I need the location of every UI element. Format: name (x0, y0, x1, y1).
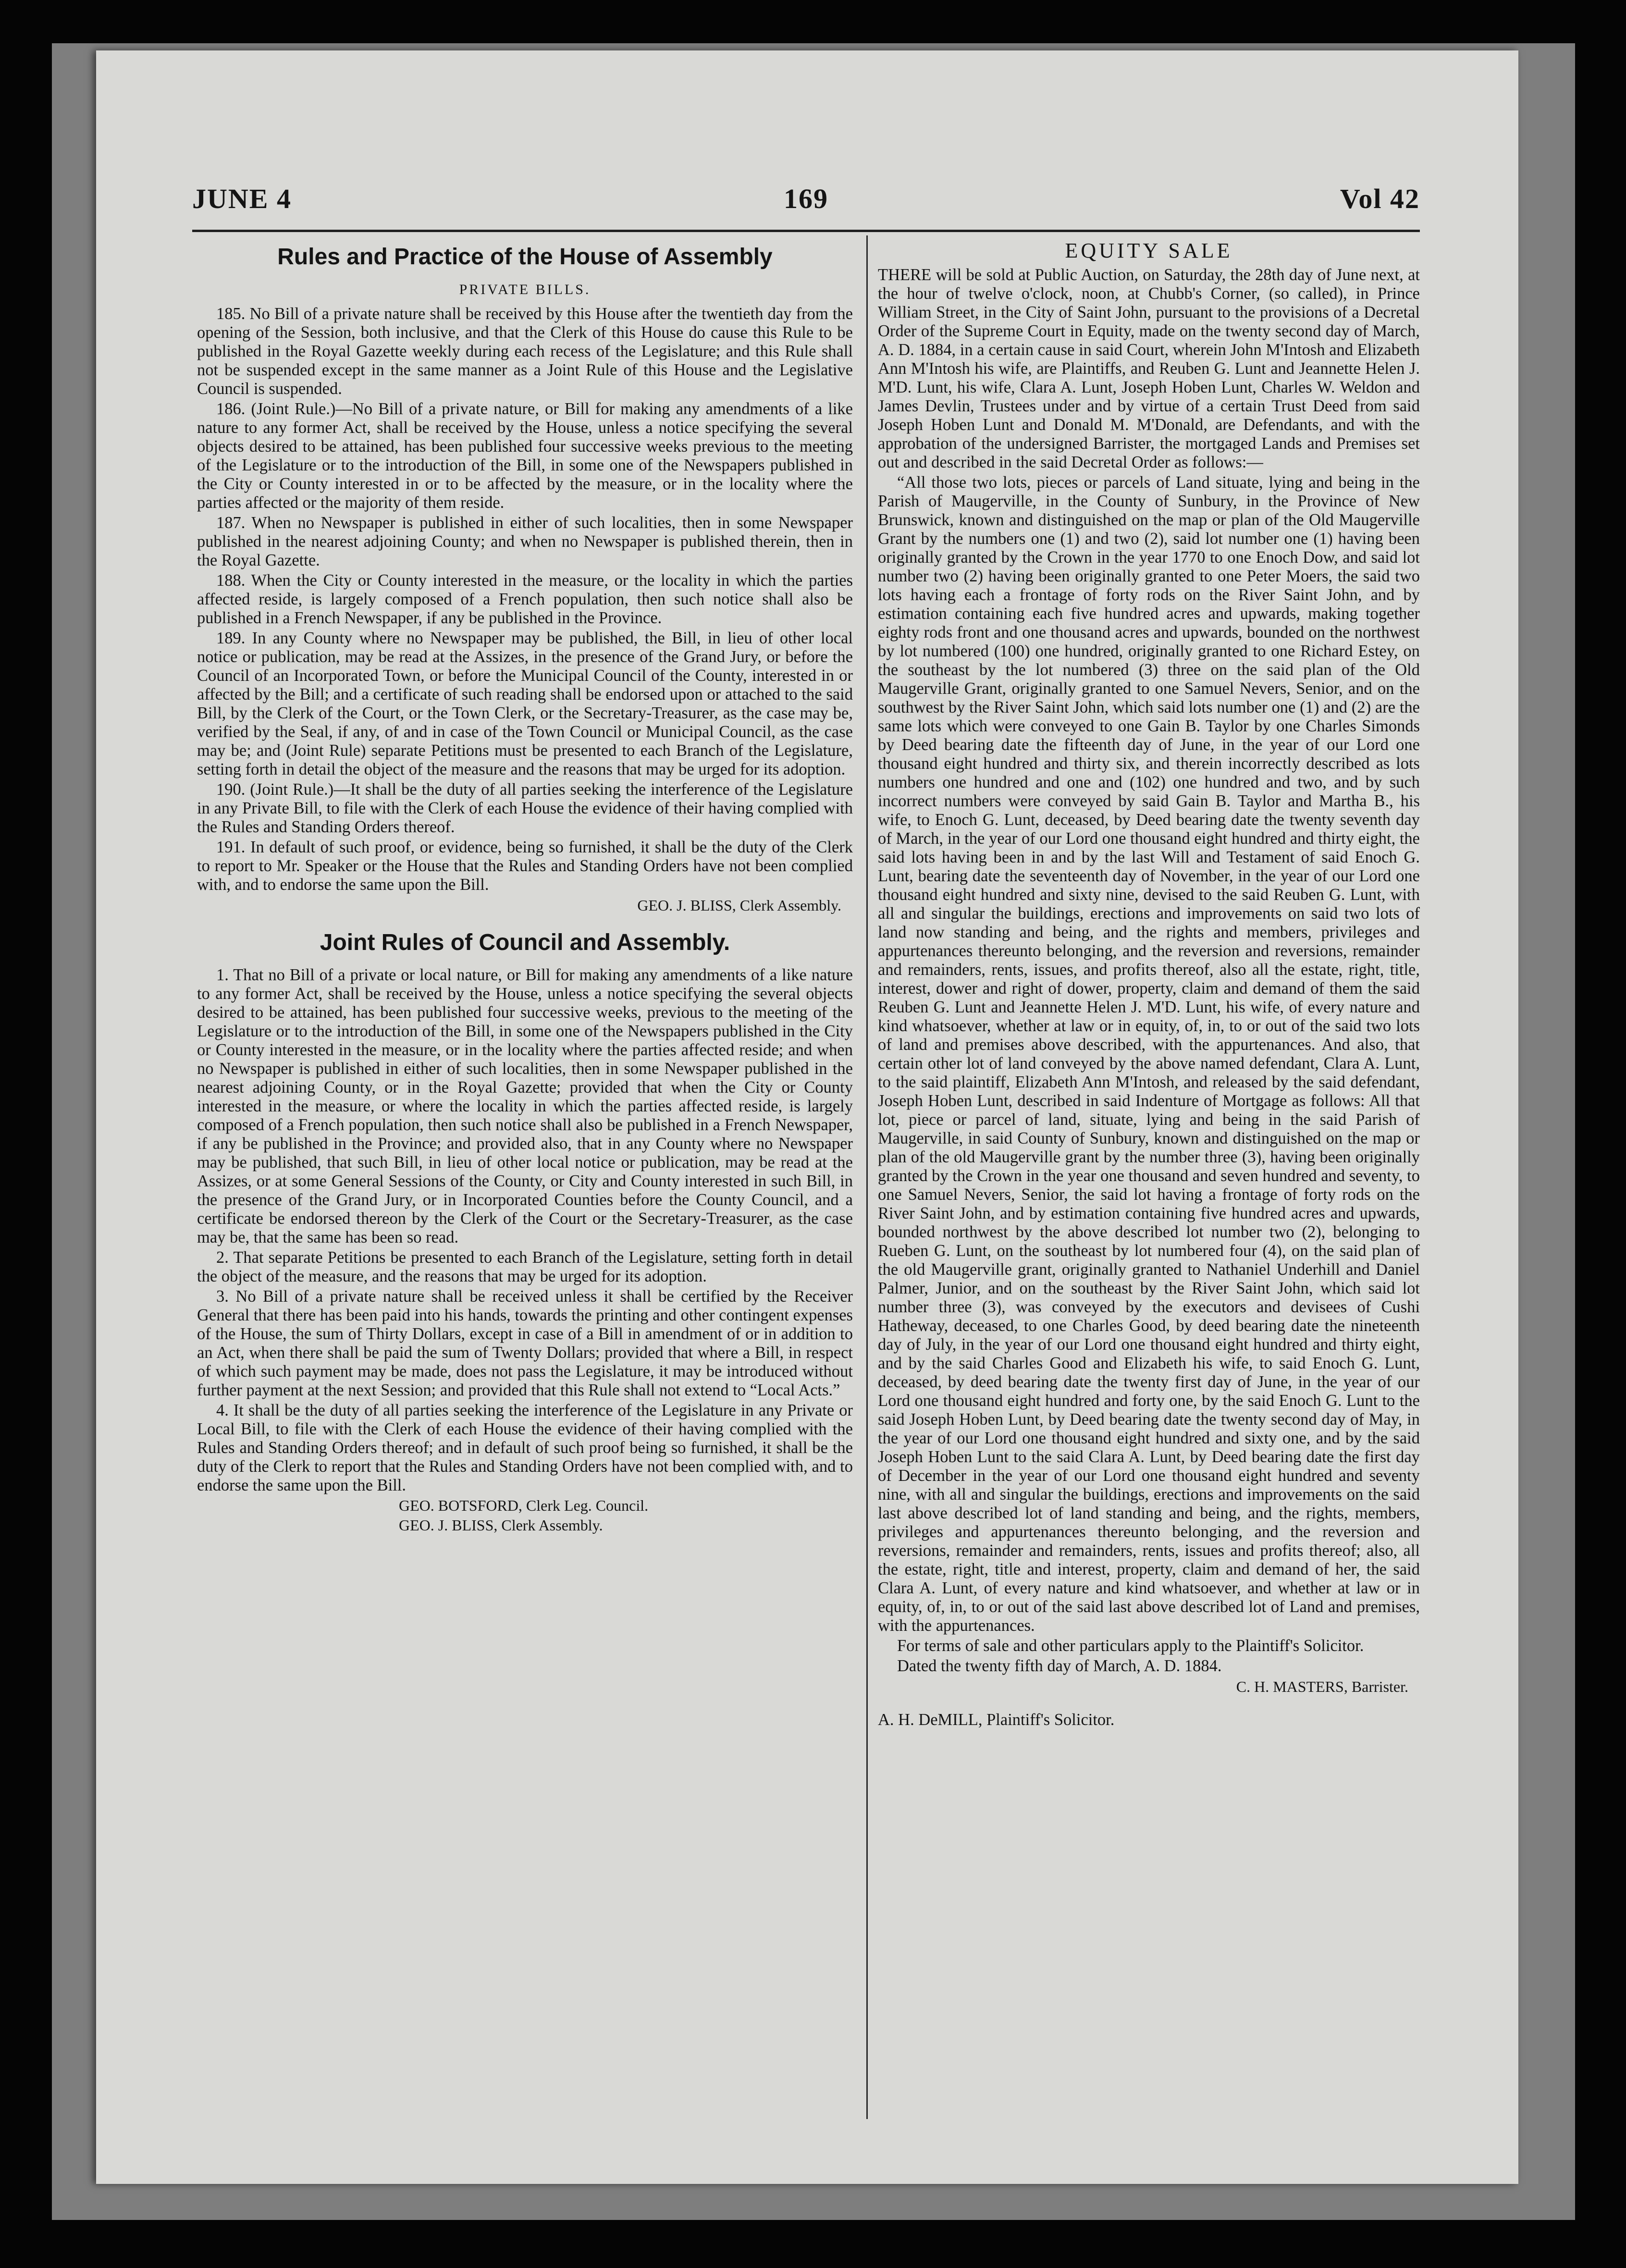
joint-rule-4: 4. It shall be the duty of all parties seeking the interference of the Legislature in any Private or Local Bill, to file with the Clerk of each House the evidence of their having complied with the Rules and Standing Orders thereof; and in default of such proof being so furnished, it shall be the duty of the Clerk to report that the Rules and Standing Orders have not been complied with, and to endorse the same upon the Bill. (197, 1401, 853, 1494)
rule-187: 187. When no Newspaper is published in either of such localities, then in some Newspaper published in the nearest adjoining County; and when no Newspaper is published therein, then in the Royal Gazette. (197, 514, 853, 569)
joint-rules-title: Joint Rules of Council and Assembly. (320, 930, 730, 955)
private-bills-heading: PRIVATE BILLS. (459, 282, 591, 297)
terms-paragraph: For terms of sale and other particulars apply to the Plaintiff's Solicitor. (897, 1637, 1364, 1655)
right-column (878, 238, 1420, 1730)
left-column (197, 238, 853, 1535)
rule-191: 191. In default of such proof, or evidence, being so furnished, it shall be the duty of the Clerk to report to Mr. Speaker or the House that the Rules and Standing Orders have not been complied with, and to endorse the same upon the Bill. (197, 838, 853, 894)
page-header (192, 183, 1420, 235)
rules-signature: GEO. J. BLISS, Clerk Assembly. (637, 897, 841, 914)
solicitor-signature: A. H. DeMILL, Plaintiff's Solicitor. (878, 1711, 1115, 1729)
rules-title: Rules and Practice of the House of Assembly (277, 244, 773, 270)
column-divider (866, 235, 868, 2119)
dated-line: Dated the twenty fifth day of March, A. D. 1884. (897, 1657, 1222, 1675)
assembly-clerk-signature: GEO. J. BLISS, Clerk Assembly. (399, 1516, 603, 1534)
rule-189: 189. In any County where no Newspaper may be published, the Bill, in lieu of other local notice or publication, may be read at the Assizes, in the presence of the Grand Jury, or before the Council of an Incorporated Town, or before the Municipal Council of the County, interested in or affected by the Bill; and a certificate of such reading shall be endorsed upon or attached to the said Bill, by the Clerk of the Court, or the Town Clerk, or the Secretary-Treasurer, as the case may be, verified by the Seal, if any, of and in case of the Town Council or Municipal Council, as the case may be; and (Joint Rule) separate Petitions must be presented to each Branch of the Legislature, setting forth in detail the object of the measure and the reasons that may be urged for its adoption. (197, 629, 853, 778)
volume-number: Vol 42 (1340, 183, 1420, 214)
joint-rule-3: 3. No Bill of a private nature shall be received unless it shall be certified by the Receiver General that there has been paid into his hands, towards the printing and other contingent expenses of the House, the sum of Thirty Dollars, except in case of a Bill in amendment of or in addition to an Act, when there shall be paid the sum of Twenty Dollars; provided that where a Bill, in respect of which such payment may be made, does not pass the Legislature, it may be introduced without further payment at the next Session; and provided that this Rule shall not extend to “Local Acts.” (197, 1287, 853, 1399)
joint-rule-2: 2. That separate Petitions be presented to each Branch of the Legislature, setting forth in detail the object of the measure, and the reasons that may be urged for its adoption. (197, 1248, 853, 1285)
joint-rule-1: 1. That no Bill of a private or local nature, or Bill for making any amendments of a like nature to any former Act, shall be received by the House, unless a notice specifying the several objects desired to be attained, has been published four successive weeks, previous to the meeting of the Legislature or to the introduction of the Bill, in some one of the Newspapers published in the City or County interested in the measure, or in the locality where the parties affected reside; and when no Newspaper is published in either of such localities, then in some Newspaper published in the nearest adjoining County, or in the Royal Gazette; provided that when the City or County interested in the measure, or where the locality in which the parties affected reside, is largely composed of a French population, then such notice shall also be published in a French Newspaper, if any be published in the Province; and provided also, that in any County where no Newspaper may be published, that such Bill, in lieu of other local notice or publication, may be read at the Assizes, or at some General Sessions of the County, or City and County interested in such Bill, in the presence of the Grand Jury, or in Incorporated Counties before the County Council, and a certificate be endorsed thereon by the Clerk of the Court or the Secretary-Treasurer, as the case may be, that the same has been so read. (197, 966, 853, 1246)
header-divider (192, 230, 1420, 232)
rule-185: 185. No Bill of a private nature shall be received by this House after the twentieth day from the opening of the Session, both inclusive, and that the Clerk of this House do cause this Rule to be published in the Royal Gazette weekly during each recess of the Legislature; and this Rule shall not be suspended except in the same manner as a Joint Rule of this House and the Legislative Council is suspended. (197, 305, 853, 398)
rule-188: 188. When the City or County interested in the measure, or the locality in which the parties affected reside, is largely composed of a French population, then such notice shall also be published in a French Newspaper, if any be published in the Province. (197, 571, 853, 627)
council-clerk-signature: GEO. BOTSFORD, Clerk Leg. Council. (399, 1497, 649, 1514)
page-number: 169 (784, 183, 828, 214)
property-description-paragraph: “All those two lots, pieces or parcels of Land situate, lying and being in the Parish of Maugerville, in the County of Sunbury, in the Province of New Brunswick, known and distinguished on the map or plan of the Old Maugerville Grant by the numbers one (1) and two (2), said lot number one (1) having been originally granted by the Crown in the year 1770 to one Enoch Dow, and said lot number two (2) having been originally granted to one Peter Moers, the said two lots having each a frontage of forty rods on the River Saint John, and by estimation containing each five hundred acres and upwards, making together eighty rods front and one thousand acres and upwards, bounded on the northwest by lot numbered (100) one hundred, originally granted to one Richard Estey, on the southeast by the lot numbered (3) three on the said plan of the Old Maugerville Grant, originally granted to one Samuel Nevers, Senior, and on the southwest by the River Saint John, which said lots number one (1) and (2) are the same lots which were conveyed to one Gain B. Taylor by one Charles Simonds by Deed bearing date the fifteenth day of June, in the year of our Lord one thousand eight hundred and thirty six, and therein incorrectly described as lots numbers one hundred and one and (102) one hundred and two, and by such incorrect numbers were conveyed by said Gain B. Taylor and Martha B., his wife, to Enoch G. Lunt, deceased, by Deed bearing date the twenty seventh day of March, in the year of our Lord one thousand eight hundred and thirty eight, the said lots having been in and by the last Will and Testament of said Enoch G. Lunt, bearing date the seventeenth day of November, in the year of our Lord one thousand eight hundred and sixty nine, devised to the said Reuben G. Lunt, with all and singular the buildings, erections and improvements on said two lots of land now standing and being, and the rights and members, privileges and appurtenances thereunto belonging, and the reversion and reversions, remainder and remainders, rents, issues, and profits thereof, also all the estate, right, title, interest, dower and right of dower, property, claim and demand of them the said Reuben G. Lunt and Jeannette Helen J. M'D. Lunt, his wife, of every nature and kind whatsoever, whether at law or in equity, of, in, to or out of the said two lots of land and premises above described, with the appurtenances. And also, that certain other lot of land conveyed by the above named defendant, Clara A. Lunt, to the said plaintiff, Elizabeth Ann M'Intosh, and released by the said defendant, Joseph Hoben Lunt, described in said Indenture of Mortgage as follows: All that lot, piece or parcel of land, situate, lying and being in the said Parish of Maugerville, in said County of Sunbury, known and distinguished on the map or plan of the old Maugerville grant by the number three (3), having been originally granted by the Crown in the year one thousand and seven hundred and seventy, to one Samuel Nevers, Senior, the said lot having a frontage of forty rods on the River Saint John, and by estimation containing five hundred acres and upwards, bounded northwest by the above described lot number two (2), belonging to Rueben G. Lunt, on the southeast by lot numbered four (4), on the said plan of the old Maugerville grant, originally granted to Nathaniel Underhill and Daniel Palmer, Junior, and on the southeast by the River Saint John, which said lot number three (3), was conveyed by the executors and devisees of Cushi Hatheway, deceased, to one Charles Good, by deed bearing date the nineteenth day of July, in the year of our Lord one thousand eight hundred and thirty eight, and by the said Charles Good and Elizabeth his wife, to said Enoch G. Lunt, deceased, by deed bearing date the twenty first day of June, in the year of our Lord one thousand eight hundred and forty one, by the said Enoch G. Lunt to the said Joseph Hoben Lunt, by Deed bearing date the twenty second day of May, in the year of our Lord one thousand eight hundred and sixty one, and by the said Joseph Hoben Lunt to the said Clara A. Lunt, by Deed bearing date the first day of December in the year of our Lord one thousand eight hundred and seventy nine, with all and singular the buildings, erections and improvements on the said last above described lot of land standing and being, and the rights, members, privileges and appurtenances thereunto belonging, and the reversion and reversions, remainder and remainders, rents, issues and profits thereof; also, all the estate, right, title and interest, property, claim and demand of her, the said Clara A. Lunt, of every nature and kind whatsoever, and whether at law or in equity, of, in, to or out of the said last above described lot of Land and premises, with the appurtenances. (878, 473, 1420, 1635)
equity-sale-title: EQUITY SALE (1065, 239, 1233, 262)
sale-notice-paragraph: THERE will be sold at Public Auction, on Saturday, the 28th day of June next, at the hour of twelve o'clock, noon, at Chubb's Corner, (so called), in Prince William Street, in the City of Saint John, pursuant to the provisions of a Decretal Order of the Supreme Court in Equity, made on the twenty second day of March, A. D. 1884, in a certain cause in said Court, wherein John M'Intosh and Elizabeth Ann M'Intosh his wife, are Plaintiffs, and Reuben G. Lunt and Jeannette Helen J. M'D. Lunt, his wife, Clara A. Lunt, Joseph Hoben Lunt, Charles W. Weldon and James Devlin, Trustees under and by virtue of a certain Trust Deed from said Joseph Hoben Lunt and Donald M. M'Donald, are Defendants, and with the approbation of the undersigned Barrister, the mortgaged Lands and Premises set out and described in the said Decretal Order as follows:— (878, 266, 1420, 471)
barrister-signature: C. H. MASTERS, Barrister. (1236, 1678, 1408, 1695)
issue-date: JUNE 4 (192, 183, 292, 214)
rule-186: 186. (Joint Rule.)—No Bill of a private nature, or Bill for making any amendments of a like nature to any former Act, shall be received by the House, unless a notice specifying the several objects desired to be attained, has been published four successive weeks previous to the meeting of the Legislature or to the introduction of the Bill, in some one of the Newspapers published in the City or County interested in or to be affected by the measure, or in the locality where the parties affected or the majority of them reside. (197, 400, 853, 512)
rule-190: 190. (Joint Rule.)—It shall be the duty of all parties seeking the interference of the Legislature in any Private Bill, to file with the Clerk of each House the evidence of their having complied with the Rules and Standing Orders thereof. (197, 780, 853, 836)
